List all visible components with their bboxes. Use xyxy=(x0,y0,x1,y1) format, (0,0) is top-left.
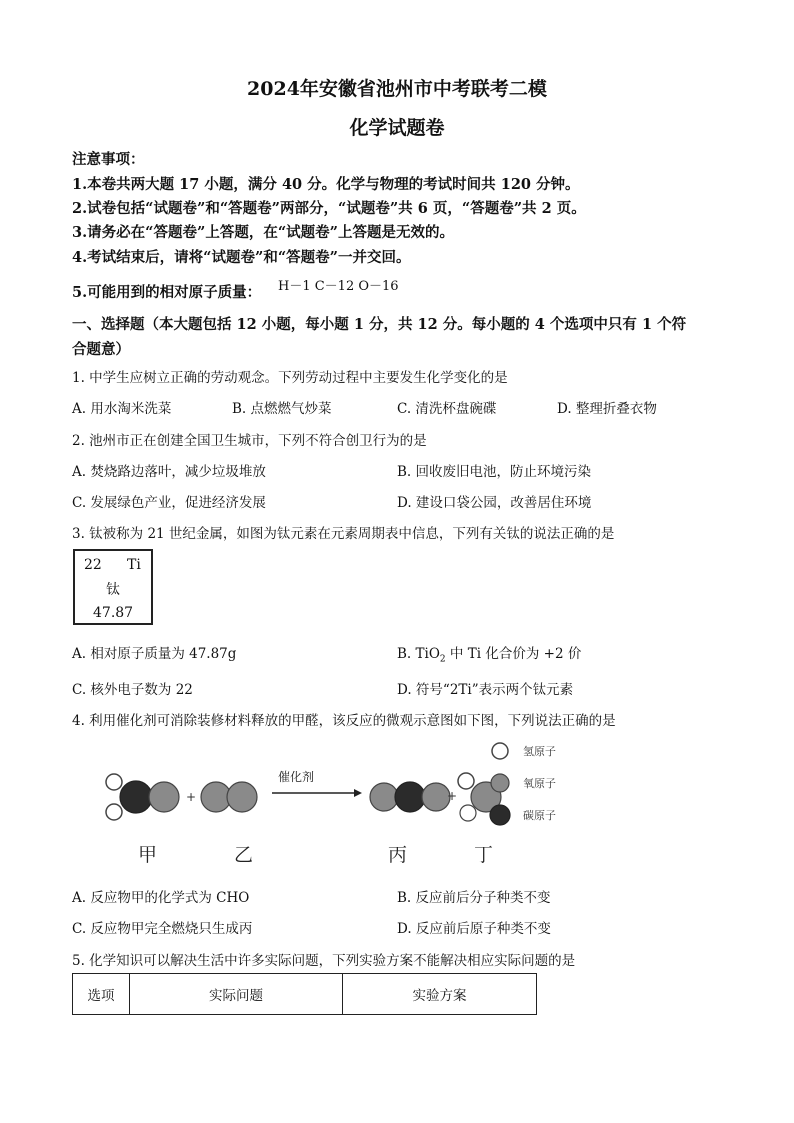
q2-option-d: D. 建设口袋公园，改善居住环境 xyxy=(397,495,592,511)
q4-option-b: B. 反应前后分子种类不变 xyxy=(397,890,551,906)
titanium-element-card xyxy=(73,549,153,625)
carbon-atom xyxy=(120,781,152,813)
oxygen-atom xyxy=(227,782,257,812)
q4-stem: 4. 利用催化剂可消除装修材料释放的甲醛，该反应的微观示意图如下图，下列说法正确的是 xyxy=(72,713,616,729)
q3-stem: 3. 钛被称为 21 世纪金属，如图为钛元素在元素周期表中信息，下列有关钛的说法正确的是 xyxy=(72,526,615,542)
notice-item-4: 4.考试结束后，请将“试题卷”和“答题卷”一并交回。 xyxy=(72,249,411,266)
legend-oxygen-icon xyxy=(491,774,509,792)
q1-option-b: B. 点燃燃气炒菜 xyxy=(232,401,332,417)
catalyst-label: 催化剂 xyxy=(278,770,315,784)
notice-item-5-label: 5.可能用到的相对原子质量： xyxy=(72,284,262,301)
plus-sign: + xyxy=(186,790,197,804)
table-header-option: 选项 xyxy=(73,974,130,1015)
exam-title: 2024年安徽省池州市中考联考二模 xyxy=(247,78,547,100)
legend-carbon-label: 碳原子 xyxy=(523,809,556,822)
legend-carbon-icon xyxy=(490,805,510,825)
table-header-problem: 实际问题 xyxy=(130,974,343,1015)
label-yi: 乙 xyxy=(234,844,254,866)
q1-stem: 1. 中学生应树立正确的劳动观念。下列劳动过程中主要发生化学变化的是 xyxy=(72,370,508,386)
notice-item-2: 2.试卷包括“试题卷”和“答题卷”两部分，“试题卷”共 6 页，“答题卷”共 2 页。 xyxy=(72,200,586,217)
legend-oxygen-label: 氧原子 xyxy=(523,777,556,790)
atomic-number: 22 xyxy=(84,557,102,573)
q2-stem: 2. 池州市正在创建全国卫生城市，下列不符合创卫行为的是 xyxy=(72,433,427,449)
label-bing: 丙 xyxy=(388,844,408,866)
q5-stem: 5. 化学知识可以解决生活中许多实际问题，下列实验方案不能解决相应实际问题的是 xyxy=(72,953,576,969)
molecule-jia xyxy=(106,774,179,820)
molecule-yi xyxy=(201,782,257,812)
atomic-mass: 47.87 xyxy=(93,605,134,621)
q3-option-d: D. 符号“2Ti”表示两个钛元素 xyxy=(397,682,574,698)
table-header-row xyxy=(73,974,537,1015)
q3-option-a: A. 相对原子质量为 47.87g xyxy=(72,646,237,662)
hydrogen-atom xyxy=(106,804,122,820)
legend-hydrogen-icon xyxy=(492,743,508,759)
q1-option-c: C. 清洗杯盘碗碟 xyxy=(397,401,497,417)
q1-option-d: D. 整理折叠衣物 xyxy=(557,401,657,417)
notice-item-3: 3.请务必在“答题卷”上答题，在“试题卷”上答题是无效的。 xyxy=(72,224,454,241)
hydrogen-atom xyxy=(458,773,474,789)
reaction-diagram xyxy=(96,735,596,870)
plus-sign-2: + xyxy=(447,789,458,803)
q2-option-c: C. 发展绿色产业，促进经济发展 xyxy=(72,495,266,511)
legend-hydrogen-label: 氢原子 xyxy=(523,745,556,758)
molecule-bing xyxy=(370,782,450,812)
label-ding: 丁 xyxy=(474,844,494,866)
q2-option-b: B. 回收废旧电池，防止环境污染 xyxy=(397,464,592,480)
element-name: 钛 xyxy=(106,582,120,598)
table-header-plan: 实验方案 xyxy=(343,974,537,1015)
q3-option-c: C. 核外电子数为 22 xyxy=(72,682,193,698)
q2-option-a: A. 焚烧路边落叶，减少垃圾堆放 xyxy=(72,464,266,480)
q3-option-b: B. TiO$_2$ 中 Ti 化合价为 +2 价 xyxy=(397,646,582,665)
notice-item-1: 1.本卷共两大题 17 小题，满分 40 分。化学与物理的考试时间共 120 分钟。 xyxy=(72,176,580,193)
q4-option-d: D. 反应前后原子种类不变 xyxy=(397,921,551,937)
element-symbol: Ti xyxy=(127,557,141,573)
carbon-atom xyxy=(395,782,425,812)
q5-table xyxy=(72,973,537,1015)
q4-option-a: A. 反应物甲的化学式为 CHO xyxy=(72,890,250,906)
oxygen-atom xyxy=(370,783,398,811)
hydrogen-atom xyxy=(460,805,476,821)
q1-option-a: A. 用水淘米洗菜 xyxy=(72,401,172,417)
arrow-head-icon xyxy=(354,789,362,797)
exam-subtitle: 化学试题卷 xyxy=(349,117,445,139)
q4-option-c: C. 反应物甲完全燃烧只生成丙 xyxy=(72,921,253,937)
label-jia: 甲 xyxy=(138,844,158,866)
notice-heading: 注意事项： xyxy=(72,151,145,168)
hydrogen-atom xyxy=(106,774,122,790)
oxygen-atom xyxy=(422,783,450,811)
atomic-mass-values: H－1 C－12 O－16 xyxy=(278,279,399,294)
section1-heading: 一、选择题（本大题包括 12 小题，每小题 1 分，共 12 分。每小题的 4 个选项中只有 1 个符 xyxy=(72,316,687,333)
oxygen-atom xyxy=(149,782,179,812)
section1-heading-cont: 合题意） xyxy=(72,341,130,358)
